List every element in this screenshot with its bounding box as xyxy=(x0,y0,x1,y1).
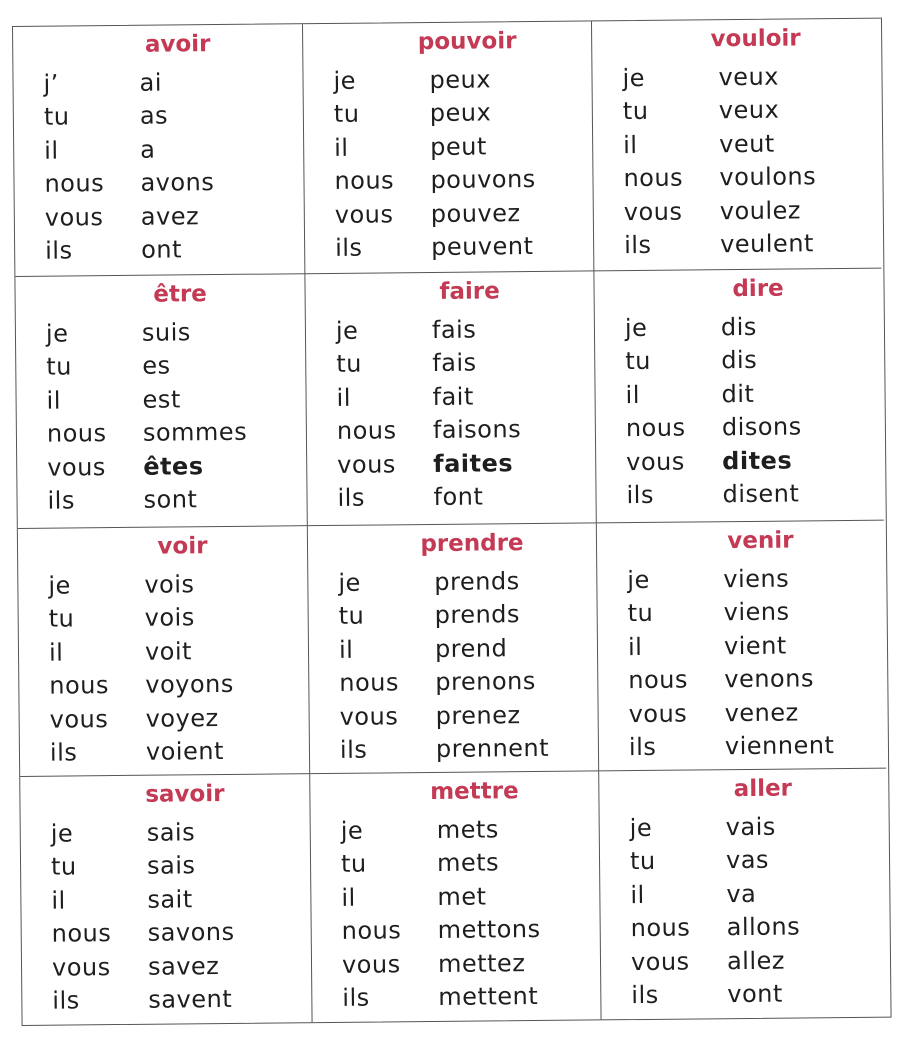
verb-title: mettre xyxy=(429,778,519,806)
verb-form: mettent xyxy=(438,982,539,1012)
verb-card-voir xyxy=(18,526,310,777)
verb-form: vient xyxy=(723,631,787,660)
conjugation-row xyxy=(340,731,549,767)
conjugation-grid xyxy=(12,18,892,1026)
pronoun: il xyxy=(48,638,64,667)
conjugation-row xyxy=(43,65,213,100)
conjugation-row xyxy=(49,600,234,635)
conjugation-row xyxy=(49,701,234,736)
verb-card-dire xyxy=(594,269,883,524)
verb-form: voyez xyxy=(145,703,219,733)
pronoun: nous xyxy=(49,671,110,700)
conjugation-row xyxy=(334,95,536,130)
pronoun: je xyxy=(622,63,646,92)
conjugation-row xyxy=(51,848,234,883)
verb-card-savoir xyxy=(20,774,312,1025)
verb-form: peux xyxy=(429,98,492,128)
conjugation-row xyxy=(339,597,548,633)
conjugation-sheet xyxy=(12,18,892,1026)
verb-form: es xyxy=(142,351,171,381)
verb-form: savez xyxy=(147,951,220,981)
verb-title: dire xyxy=(732,275,784,303)
verb-form: veux xyxy=(718,95,780,125)
pronoun: ils xyxy=(335,233,363,263)
pronoun: je xyxy=(50,819,74,848)
conjugation-row xyxy=(627,561,833,596)
verb-card-etre xyxy=(15,274,307,529)
pronoun: tu xyxy=(336,349,363,379)
pronoun: ils xyxy=(337,483,366,513)
pronoun: il xyxy=(341,883,356,912)
pronoun: je xyxy=(48,571,71,600)
verb-form: mets xyxy=(436,815,499,844)
conjugation-row xyxy=(626,410,802,445)
conjugation-row xyxy=(49,667,234,702)
verb-title: avoir xyxy=(144,31,211,58)
pronoun: vous xyxy=(630,947,690,976)
pronoun: nous xyxy=(341,916,402,946)
pronoun: il xyxy=(44,136,59,165)
conjugation-row xyxy=(625,343,801,378)
verb-title: vouloir xyxy=(710,25,801,53)
pronoun: il xyxy=(336,383,352,412)
conjugation-row xyxy=(47,415,248,450)
pronoun: vous xyxy=(339,702,399,731)
conjugation-list xyxy=(46,315,248,518)
pronoun: ils xyxy=(628,733,657,762)
verb-form: dit xyxy=(721,379,755,408)
verb-form: prenons xyxy=(435,667,536,697)
verb-form: allez xyxy=(726,946,786,975)
pronoun: je xyxy=(45,319,69,348)
verb-title: prendre xyxy=(420,530,524,558)
verb-card-faire xyxy=(305,271,596,526)
conjugation-row xyxy=(44,166,214,201)
conjugation-list xyxy=(627,561,834,764)
verb-form-irregular: êtes xyxy=(143,451,204,481)
pronoun: ils xyxy=(342,983,370,1013)
conjugation-row xyxy=(623,160,816,195)
conjugation-row xyxy=(51,882,234,917)
conjugation-row xyxy=(339,698,548,734)
conjugation-row xyxy=(628,595,834,630)
conjugation-row xyxy=(48,567,233,602)
conjugation-row xyxy=(342,979,541,1014)
conjugation-row xyxy=(52,915,235,950)
verb-form: viens xyxy=(723,597,790,627)
verb-form: disent xyxy=(722,479,800,509)
pronoun: ils xyxy=(52,986,80,1015)
pronoun: je xyxy=(629,813,653,842)
conjugation-row xyxy=(46,382,247,417)
pronoun: tu xyxy=(50,852,77,881)
pronoun: nous xyxy=(339,668,400,698)
conjugation-row xyxy=(339,664,548,700)
conjugation-row xyxy=(623,93,816,128)
conjugation-row xyxy=(44,132,214,167)
pronoun: ils xyxy=(47,486,76,515)
conjugation-list xyxy=(43,65,215,268)
verb-form: sait xyxy=(147,885,193,914)
verb-form: sont xyxy=(143,485,198,515)
pronoun: vous xyxy=(47,452,106,482)
verb-form: voulons xyxy=(719,162,817,192)
pronoun: nous xyxy=(625,413,686,443)
conjugation-row xyxy=(333,62,535,97)
pronoun: tu xyxy=(629,847,656,876)
verb-form: fais xyxy=(431,315,477,344)
conjugation-list xyxy=(622,59,817,262)
verb-card-mettre xyxy=(310,771,601,1022)
pronoun: ils xyxy=(631,981,659,1010)
conjugation-list xyxy=(336,312,522,515)
pronoun: tu xyxy=(338,601,365,631)
verb-form: sais xyxy=(146,818,196,847)
pronoun: tu xyxy=(48,604,75,633)
verb-form: prends xyxy=(434,566,520,596)
conjugation-list xyxy=(48,567,234,770)
conjugation-row xyxy=(341,812,540,847)
verb-form: peuvent xyxy=(431,232,534,262)
verb-card-vouloir xyxy=(592,19,881,272)
conjugation-row xyxy=(631,977,801,1012)
verb-title: savoir xyxy=(145,780,225,808)
conjugation-row xyxy=(335,229,537,264)
verb-title: être xyxy=(153,281,207,308)
pronoun: tu xyxy=(43,102,70,131)
verb-form: vont xyxy=(727,979,783,1009)
pronoun: je xyxy=(333,66,357,95)
pronoun: tu xyxy=(625,347,652,376)
conjugation-row xyxy=(630,809,800,844)
pronoun: nous xyxy=(51,919,112,948)
conjugation-row xyxy=(626,477,802,512)
conjugation-row xyxy=(622,59,815,94)
verb-card-aller xyxy=(599,769,888,1020)
conjugation-row xyxy=(334,129,536,164)
conjugation-row xyxy=(336,346,521,381)
pronoun: je xyxy=(627,565,650,594)
verb-form: faisons xyxy=(432,415,522,445)
verb-form: savent xyxy=(148,985,233,1014)
verb-form: voit xyxy=(144,637,193,666)
conjugation-row xyxy=(630,876,800,911)
conjugation-row xyxy=(624,227,817,262)
pronoun: il xyxy=(338,635,354,664)
conjugation-row xyxy=(338,564,547,600)
conjugation-row xyxy=(336,379,521,414)
conjugation-row xyxy=(337,446,522,481)
pronoun: ils xyxy=(626,481,655,510)
verb-form: voyons xyxy=(145,670,234,699)
verb-form: avez xyxy=(140,201,200,231)
pronoun: nous xyxy=(630,913,691,943)
conjugation-row xyxy=(626,443,802,478)
verb-form: mettons xyxy=(437,915,541,945)
conjugation-row xyxy=(629,729,835,764)
pronoun: il xyxy=(46,386,62,415)
conjugation-row xyxy=(339,631,548,667)
verb-form: mettez xyxy=(437,948,526,978)
conjugation-row xyxy=(51,815,234,850)
pronoun: nous xyxy=(46,419,107,448)
conjugation-list xyxy=(338,564,549,767)
verb-form: prenez xyxy=(435,700,521,730)
conjugation-row xyxy=(336,312,521,347)
conjugation-row xyxy=(46,315,247,350)
verb-form: fait xyxy=(432,382,474,411)
verb-form: dis xyxy=(721,346,758,375)
pronoun: nous xyxy=(628,665,689,695)
verb-title: faire xyxy=(439,278,500,305)
pronoun: il xyxy=(51,886,66,915)
verb-form: est xyxy=(142,385,181,414)
conjugation-list xyxy=(341,812,542,1015)
verb-form: viennent xyxy=(724,731,835,761)
verb-form: vois xyxy=(144,603,195,633)
conjugation-row xyxy=(628,628,834,663)
verb-form: vois xyxy=(144,570,195,599)
verb-form: fais xyxy=(432,348,477,378)
verb-form: dis xyxy=(720,312,757,341)
verb-title: venir xyxy=(727,527,794,555)
conjugation-row xyxy=(47,449,248,484)
verb-form: ai xyxy=(139,68,163,97)
conjugation-row xyxy=(334,162,536,197)
conjugation-row xyxy=(342,946,541,981)
verb-form: mets xyxy=(436,848,500,878)
conjugation-row xyxy=(45,199,215,234)
conjugation-row xyxy=(628,695,834,730)
pronoun: ils xyxy=(339,735,368,765)
verb-title: aller xyxy=(733,775,793,803)
pronoun: j’ xyxy=(43,69,59,98)
verb-form: allons xyxy=(726,912,801,942)
verb-form: a xyxy=(140,135,156,164)
verb-card-venir xyxy=(597,521,886,772)
conjugation-row xyxy=(44,99,214,134)
conjugation-row xyxy=(335,196,537,231)
conjugation-row xyxy=(47,482,248,517)
conjugation-row xyxy=(631,943,801,978)
verb-form: as xyxy=(139,101,169,131)
verb-title: pouvoir xyxy=(417,28,517,56)
verb-form: prends xyxy=(434,600,521,630)
verb-form: vas xyxy=(725,846,770,875)
pronoun: je xyxy=(338,568,361,597)
pronoun: il xyxy=(334,133,349,162)
verb-form: veulent xyxy=(719,229,814,259)
verb-form: font xyxy=(433,482,484,512)
verb-form: vais xyxy=(725,812,776,841)
pronoun: ils xyxy=(49,738,78,767)
verb-form: met xyxy=(437,882,487,911)
pronoun: nous xyxy=(334,166,395,196)
verb-form: disons xyxy=(721,412,802,442)
pronoun: tu xyxy=(627,599,654,628)
conjugation-list xyxy=(625,309,803,512)
pronoun: vous xyxy=(44,202,104,232)
pronoun: il xyxy=(627,632,643,661)
verb-form: peut xyxy=(430,132,487,161)
pronoun: vous xyxy=(337,450,396,479)
conjugation-row xyxy=(625,376,801,411)
verb-form: peux xyxy=(429,65,492,94)
pronoun: il xyxy=(625,380,641,409)
pronoun: tu xyxy=(340,849,367,879)
conjugation-row xyxy=(50,734,235,769)
pronoun: je xyxy=(624,313,648,342)
pronoun: tu xyxy=(333,99,360,129)
verb-form: voient xyxy=(145,737,225,766)
pronoun: vous xyxy=(628,699,688,728)
pronoun: vous xyxy=(623,197,683,226)
conjugation-row xyxy=(623,126,816,161)
conjugation-row xyxy=(628,662,834,697)
pronoun: il xyxy=(623,130,638,159)
verb-form: venez xyxy=(724,698,799,727)
pronoun: vous xyxy=(51,952,111,982)
verb-form: venons xyxy=(724,664,815,694)
verb-form: veut xyxy=(719,129,775,158)
conjugation-list xyxy=(333,62,536,265)
pronoun: tu xyxy=(46,352,73,381)
conjugation-row xyxy=(624,193,817,228)
verb-card-prendre xyxy=(308,523,599,774)
pronoun: nous xyxy=(623,163,684,193)
verb-form: viens xyxy=(723,564,790,593)
verb-form-irregular: dites xyxy=(722,446,793,475)
verb-form: va xyxy=(726,879,757,908)
pronoun: vous xyxy=(626,447,685,476)
verb-form: savons xyxy=(147,918,235,947)
pronoun: il xyxy=(630,880,645,909)
conjugation-row xyxy=(630,843,800,878)
conjugation-row xyxy=(625,309,801,344)
verb-form: ont xyxy=(141,235,183,265)
verb-form: sommes xyxy=(142,418,248,448)
pronoun: vous xyxy=(49,704,109,734)
conjugation-row xyxy=(342,912,541,947)
pronoun: nous xyxy=(336,416,397,446)
conjugation-row xyxy=(46,348,247,383)
verb-form: prend xyxy=(434,634,508,663)
conjugation-row xyxy=(337,480,522,515)
verb-form: sais xyxy=(146,851,196,880)
conjugation-row xyxy=(341,845,540,880)
verb-form: suis xyxy=(141,318,191,347)
conjugation-row xyxy=(52,949,235,984)
pronoun: nous xyxy=(44,169,105,198)
conjugation-row xyxy=(45,233,215,268)
conjugation-row xyxy=(341,879,540,914)
pronoun: ils xyxy=(45,236,73,265)
pronoun: vous xyxy=(341,950,401,979)
pronoun: vous xyxy=(334,200,394,229)
verb-form: veux xyxy=(718,62,780,91)
conjugation-row xyxy=(52,982,235,1017)
verb-card-pouvoir xyxy=(303,21,594,274)
conjugation-list xyxy=(51,815,236,1018)
verb-card-avoir xyxy=(13,24,305,277)
conjugation-row xyxy=(49,634,234,669)
verb-form: avons xyxy=(140,168,215,198)
pronoun: je xyxy=(340,816,364,845)
conjugation-row xyxy=(337,413,522,448)
conjugation-row xyxy=(631,910,801,945)
verb-form-irregular: faites xyxy=(433,448,514,478)
verb-form: pouvons xyxy=(430,165,536,195)
pronoun: ils xyxy=(623,231,652,260)
pronoun: je xyxy=(335,316,359,345)
conjugation-list xyxy=(630,809,801,1012)
verb-title: voir xyxy=(157,533,208,560)
pronoun: tu xyxy=(622,97,649,126)
verb-form: prennent xyxy=(435,734,550,764)
verb-form: voulez xyxy=(719,196,802,225)
verb-form: pouvez xyxy=(430,198,521,228)
